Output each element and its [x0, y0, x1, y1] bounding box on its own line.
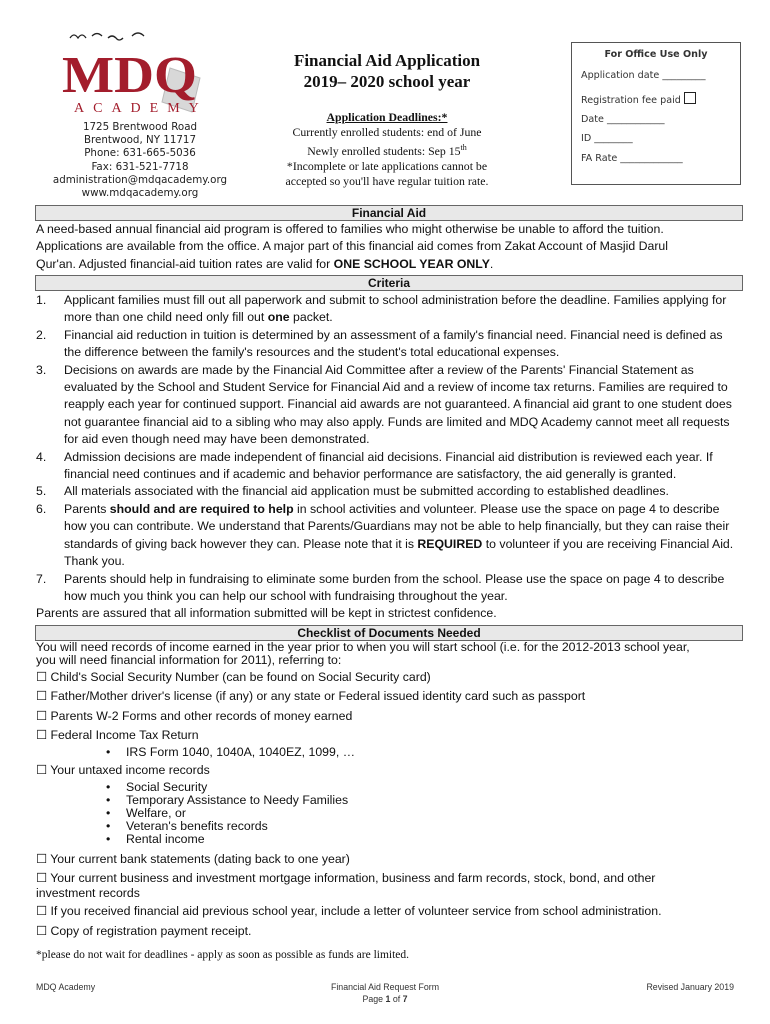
criteria-number: 4.: [36, 449, 47, 464]
criteria-number: 2.: [36, 327, 47, 342]
checkbox-icon[interactable]: ☐: [36, 708, 48, 723]
tax-sub-item: [36, 746, 742, 759]
checklist-item: [36, 871, 742, 886]
checklist-section: [36, 641, 742, 941]
checklist-item: [36, 902, 742, 922]
criteria-text: Parents: [64, 501, 110, 516]
application-deadlines: [262, 110, 512, 189]
criteria-item: [36, 362, 742, 449]
page-current: 1: [385, 994, 391, 1004]
checklist-item-label: Your untaxed income records: [50, 763, 210, 778]
checklist-item: [36, 761, 742, 781]
office-fa-rate[interactable]: FA Rate _____________: [581, 153, 683, 164]
criteria-text: All materials associated with the financial aid application must be submitted according to established deadlines.: [64, 484, 669, 499]
bullet-icon: •: [106, 792, 111, 807]
checklist-item-label: Child's Social Security Number (can be found on Social Security card): [50, 669, 431, 684]
school-address: [40, 121, 240, 200]
untaxed-sub-item: [36, 781, 742, 794]
page-of: of: [390, 994, 403, 1004]
checklist-item-label: Parents W-2 Forms and other records of money earned: [50, 708, 353, 723]
checklist-item-label-cont: investment records: [36, 886, 140, 901]
deadline-note-1: *Incomplete or late applications cannot be: [286, 158, 488, 173]
checkbox-icon[interactable]: ☐: [36, 851, 48, 866]
checklist-item: [36, 922, 742, 942]
financial-aid-heading: Financial Aid: [35, 205, 743, 221]
sub-item-label: Veteran's benefits records: [126, 819, 268, 834]
criteria-number: 1.: [36, 293, 47, 307]
financial-aid-line-1: A need-based annual financial aid program is offered to families who might otherwise be unable to afford the tuition.: [36, 222, 664, 236]
checklist-intro-2: you will need financial information for 2011), referring to:: [36, 653, 342, 668]
checkbox-icon[interactable]: ☐: [36, 728, 48, 743]
criteria-number: 5.: [36, 484, 47, 499]
checkbox-icon[interactable]: ☐: [36, 904, 48, 919]
financial-aid-text: [36, 221, 742, 273]
criteria-bold: should and are required to help: [109, 501, 294, 516]
bullet-icon: •: [106, 779, 111, 794]
financial-aid-line-3: [36, 256, 742, 273]
sub-item-label: Rental income: [126, 832, 205, 847]
deadline-new: [262, 140, 512, 159]
page-label: Page: [362, 994, 386, 1004]
deadline-new-text: Newly enrolled students: Sep 15: [307, 143, 461, 158]
criteria-number: 6.: [36, 501, 47, 516]
line3-pre: Qur'an. Adjusted financial-aid tuition rates are valid for: [36, 256, 334, 271]
address-street: 1725 Brentwood Road: [82, 121, 198, 133]
criteria-text: Decisions on awards are made by the Financial Aid Committee after a review of the Parents' Financial Statement as evaluated by the School and Student Service for Financial Aid and a review of income tax returns. Families are required to reapply each year for continued support. Financial aid awards are not guaranteed. A financial aid grant to one student does not guarantee financial aid to a sibling who may also apply. Funds are limited and MDQ Academy cannot meet all requests for aid even though need may have been demonstrated.: [64, 362, 732, 447]
office-use-box: [571, 42, 741, 185]
checkbox-icon[interactable]: ☐: [36, 689, 48, 704]
untaxed-sub-item: [36, 833, 742, 846]
criteria-text: Admission decisions are made independent of financial aid decisions. Financial aid distribution is reviewed each year. If financial need continues and if academic and behavior performance are satisfactory, the aid generally is granted.: [64, 449, 713, 482]
criteria-text-mid: in school activities and volunteer. Please use the space on page 4 to describe how you can contribute. We understand that Parents/Guardians may not be able to help financially, but they can raise their standards of giving back however they can. Please note that it is: [64, 501, 730, 551]
bullet-icon: •: [106, 805, 111, 820]
criteria-number: 3.: [36, 362, 47, 377]
logo-subtitle: ACADEMY: [74, 101, 208, 116]
criteria-text-end: to volunteer if you are receiving Financial Aid. Thank you.: [64, 536, 734, 569]
untaxed-sub-item: [36, 794, 742, 807]
one-year-only: ONE SCHOOL YEAR ONLY: [333, 256, 490, 271]
checklist-item: [36, 668, 742, 688]
footer-left: MDQ Academy: [36, 982, 96, 992]
checkbox-icon[interactable]: ☐: [36, 669, 48, 684]
sub-item-label: Welfare, or: [126, 805, 186, 820]
registration-fee-checkbox[interactable]: [684, 92, 696, 104]
address-phone: Phone: 631-665-5036: [84, 147, 196, 160]
criteria-item: [36, 292, 742, 327]
criteria-item: [36, 571, 742, 606]
criteria-bold: one: [267, 310, 290, 325]
registration-fee-label: Registration fee paid: [581, 95, 681, 106]
office-registration-fee: [581, 92, 696, 106]
checklist-item: [36, 707, 742, 727]
sub-item-label: Temporary Assistance to Needy Families: [126, 792, 349, 807]
checklist-item: [36, 687, 742, 707]
bullet-icon: •: [106, 744, 111, 759]
checklist-item-label: Federal Income Tax Return: [50, 728, 199, 743]
criteria-number: 7.: [36, 571, 47, 586]
deadlines-heading: Application Deadlines:*: [326, 110, 448, 124]
checklist-item-label: If you received financial aid previous school year, include a letter of volunteer service from school administration.: [50, 904, 662, 919]
checklist-item-label: Your current business and investment mortgage information, business and farm records, stock, bond, and other: [50, 871, 656, 886]
criteria-heading: Criteria: [35, 275, 743, 291]
checkbox-icon[interactable]: ☐: [36, 871, 48, 886]
checklist-item: [36, 850, 742, 870]
office-date[interactable]: Date ____________: [581, 114, 665, 125]
checkbox-icon[interactable]: ☐: [36, 763, 48, 778]
address-website[interactable]: www.mdqacademy.org: [81, 187, 199, 200]
office-use-heading: For Office Use Only: [604, 49, 708, 60]
checkbox-icon[interactable]: ☐: [36, 923, 48, 938]
criteria-item: [36, 501, 742, 571]
financial-aid-line-2: Applications are available from the office. A major part of this financial aid comes from Zakat Account of Masjid Darul: [36, 239, 668, 254]
sub-item-label: Social Security: [126, 779, 208, 794]
mdq-academy-logo: [52, 30, 217, 120]
page-title: [262, 50, 512, 92]
confidentiality-note: Parents are assured that all information submitted will be kept in strictest confidence.: [36, 606, 497, 621]
criteria-item: [36, 483, 742, 500]
deadline-footnote: *please do not wait for deadlines - apply as soon as possible as funds are limited.: [36, 949, 410, 961]
office-id[interactable]: ID ________: [581, 133, 633, 144]
footer-right: Revised January 2019: [646, 982, 734, 992]
criteria-item: [36, 327, 742, 362]
line3-post: .: [489, 256, 494, 271]
page-number: [285, 994, 485, 1004]
bullet-icon: •: [106, 832, 111, 847]
title-line-2: 2019– 2020 school year: [303, 72, 471, 91]
checklist-intro-1: You will need records of income earned in the year prior to when you will start school (i.e. for the 2012-2013 school year,: [36, 640, 690, 654]
criteria-text: Parents should help in fundraising to eliminate some burden from the school. Please use the space on page 4 to describe how much you think you can help our school with fundraising throughout the year.: [64, 571, 725, 603]
office-application-date[interactable]: Application date _________: [581, 70, 706, 81]
deadline-note-2: accepted so you'll have regular tuition rate.: [285, 173, 489, 188]
sub-item-label: IRS Form 1040, 1040A, 1040EZ, 1099, …: [126, 744, 355, 759]
title-line-1: Financial Aid Application: [293, 51, 481, 70]
criteria-text-end: packet.: [289, 310, 333, 325]
criteria-section: [36, 292, 742, 623]
checklist-item-label: Father/Mother driver's license (if any) or any state or Federal issued identity card such as passport: [50, 689, 586, 704]
checklist-item-label: Copy of registration payment receipt.: [50, 923, 252, 938]
checklist-item: [36, 726, 742, 746]
footer-center: [285, 982, 485, 1004]
checklist-heading: Checklist of Documents Needed: [35, 625, 743, 641]
address-city: Brentwood, NY 11717: [83, 134, 197, 147]
deadline-current: Currently enrolled students: end of June: [292, 125, 482, 139]
deadline-new-sup: th: [460, 143, 467, 152]
checklist-item-label: Your current bank statements (dating back to one year): [50, 851, 350, 866]
address-fax: Fax: 631-521-7718: [91, 160, 189, 173]
logo-wordmark: MDQ: [62, 47, 197, 104]
criteria-text: Applicant families must fill out all paperwork and submit to school administration before the deadline. Families applying for more than one child need only fill out: [64, 293, 727, 325]
criteria-required: REQUIRED: [417, 536, 483, 551]
criteria-list: [36, 292, 742, 605]
page-total: 7: [402, 994, 408, 1004]
footer-form-name: Financial Aid Request Form: [330, 982, 440, 992]
criteria-item: [36, 449, 742, 484]
address-email[interactable]: administration@mdqacademy.org: [52, 173, 228, 186]
bullet-icon: •: [106, 819, 111, 834]
criteria-text: Financial aid reduction in tuition is determined by an assessment of a family's financial need. Financial need is defined as the difference between the family's resources and the student's total educational expenses.: [64, 327, 723, 360]
